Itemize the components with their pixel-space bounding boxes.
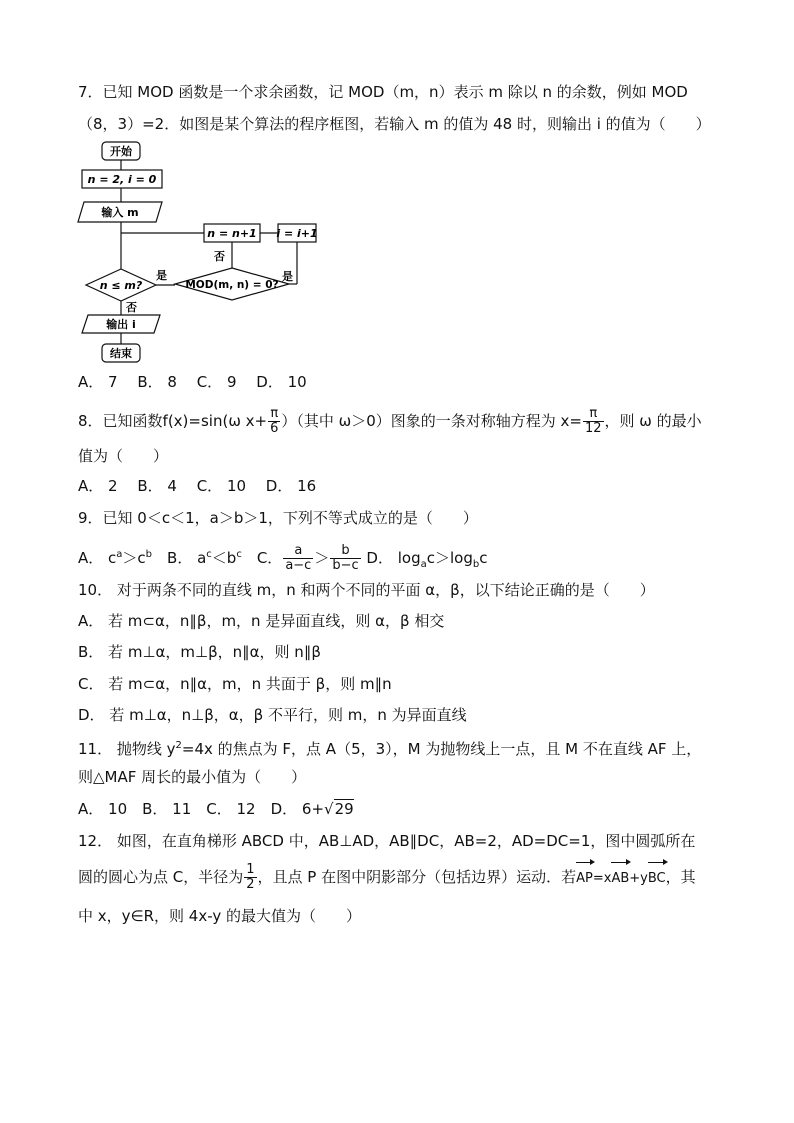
q9-optD-end: c xyxy=(479,549,488,567)
q9-optD-mid: c＞log xyxy=(426,549,473,567)
fc-output-text: 输出 i xyxy=(106,318,136,331)
q8-prefix: 8．已知函数 xyxy=(78,412,163,430)
fc-cond1-text: n ≤ m? xyxy=(99,279,143,292)
q12-line2-b: ，且点 P 在图中阴影部分（包括边界）运动．若 xyxy=(257,868,577,886)
q9-stem: 9．已知 0＜c＜1，a＞b＞1，下列不等式成立的是（ ） xyxy=(78,509,478,527)
q9-optD: D． log xyxy=(361,549,421,567)
q11-stem-line1 xyxy=(78,736,701,759)
q11-sqrt-value: 29 xyxy=(334,800,354,818)
q11-stem-a: 11． 抛物线 y xyxy=(78,740,176,758)
q9-optB: B． a xyxy=(152,549,207,567)
q7-flowchart xyxy=(76,138,326,366)
q12-frac-half xyxy=(244,863,256,892)
q8-frac2-num: π xyxy=(583,407,604,422)
q8-frac1-den: 6 xyxy=(270,421,279,436)
q9-optC-frac1 xyxy=(283,544,313,573)
q8-frac-pi-12 xyxy=(583,407,604,436)
fc-no1-label: 否 xyxy=(126,301,137,314)
q9-optC-gt: ＞ xyxy=(314,549,330,567)
q12-stem-line2 xyxy=(78,862,696,894)
fc-yes1-label: 是 xyxy=(156,269,167,282)
fc-cond2-text: MOD(m, n) = 0? xyxy=(185,279,279,291)
q8-suffix: ，则 ω 的最小 xyxy=(604,412,702,430)
q8-frac1-num: π xyxy=(268,407,280,422)
fc-start-text: 开始 xyxy=(110,145,132,158)
q12-stem-line3: 中 x，y∈R，则 4x-y 的最大值为（ ） xyxy=(78,907,361,925)
q9-optA: A． c xyxy=(78,549,117,567)
q9-optB-exp1: c xyxy=(206,549,212,560)
q8-func: f(x)=sin(ω x+ xyxy=(162,412,268,430)
q7-options: A． 7 B． 8 C． 9 D． 10 xyxy=(78,373,307,391)
q10-option-D: D． 若 m⊥α，n⊥β，α，β 不平行，则 m，n 为异面直线 xyxy=(78,706,467,724)
q11-sqrt-sign: √ xyxy=(324,800,334,818)
q8-stem-line1 xyxy=(78,406,702,436)
q10-stem: 10． 对于两条不同的直线 m，n 和两个不同的平面 α，β，以下结论正确的是（ ） xyxy=(78,581,655,599)
q8-options: A． 2 B． 4 C． 10 D． 16 xyxy=(78,477,317,495)
q12-vector-AP: AP xyxy=(576,864,593,894)
fc-n-update-text: n = n+1 xyxy=(207,227,257,240)
fc-init-text: n = 2, i = 0 xyxy=(87,173,157,186)
q9-optD-sub1: a xyxy=(420,559,427,570)
q12-eq: =x xyxy=(592,871,612,886)
q8-frac-pi-6 xyxy=(268,407,280,436)
q9-optB-mid: ＜b xyxy=(211,549,237,567)
q9-optD-sub2: b xyxy=(472,559,480,570)
q9-optA-exp2: b xyxy=(145,549,153,560)
q9-optC-frac2 xyxy=(330,544,360,573)
q12-stem-line1: 12． 如图，在直角梯形 ABCD 中，AB⊥AD，AB∥DC，AB=2，AD=DC=1，图中圆弧所在 xyxy=(78,832,696,850)
q12-vector-AB: AB xyxy=(611,864,629,894)
q11-stem-line2: 则△MAF 周长的最小值为（ ） xyxy=(78,768,307,786)
q11-options-text: A． 10 B． 11 C． 12 D． 6+ xyxy=(78,800,325,818)
fc-no2-label: 否 xyxy=(214,250,225,263)
q10-option-C: C． 若 m⊂α，n∥α，m，n 共面于 β，则 m∥n xyxy=(78,675,392,693)
q8-mid: ）（其中 ω＞0）图象的一条对称轴方程为 x= xyxy=(281,412,582,430)
q12-plus: +y xyxy=(629,871,648,886)
fc-i-update-text: i = i+1 xyxy=(276,227,318,240)
q12-frac-num: 1 xyxy=(246,862,255,877)
q10-option-B: B． 若 m⊥α，m⊥β，n∥α，则 n∥β xyxy=(78,643,321,661)
q11-options xyxy=(78,799,354,819)
q10-option-A: A． 若 m⊂α，n∥β，m，n 是异面直线，则 α，β 相交 xyxy=(78,612,445,630)
q9-optA-mid: ＞c xyxy=(122,549,146,567)
fc-end-text: 结束 xyxy=(110,347,132,360)
q9-optC-den1: a−c xyxy=(285,558,312,573)
q8-stem-line2: 值为（ ） xyxy=(78,447,169,465)
q11-stem-b: =4x 的焦点为 F，点 A（5，3），M 为抛物线上一点，且 M 不在直线 AF 上， xyxy=(181,740,702,758)
q9-optC-num2: b xyxy=(330,544,360,559)
q12-frac-den: 2 xyxy=(246,877,255,892)
q7-stem-line2: （8，3）=2．如图是某个算法的程序框图，若输入 m 的值为 48 时，则输出 i 的值为（ ） xyxy=(78,115,711,133)
q12-vector-BC: BC xyxy=(648,864,666,894)
q12-line2-a: 圆的圆心为点 C，半径为 xyxy=(78,868,244,886)
q9-optB-exp2: c xyxy=(236,549,242,560)
fc-input-text: 输入 m xyxy=(101,206,139,219)
q9-options xyxy=(78,540,487,580)
q7-stem-line1: 7．已知 MOD 函数是一个求余函数，记 MOD（m，n）表示 m 除以 n 的余数，例如 MOD xyxy=(78,83,688,101)
q8-frac2-den: 12 xyxy=(584,421,602,436)
q9-optC-num1: a xyxy=(283,544,313,559)
q9-optC: C． xyxy=(241,549,283,567)
q12-line2-c: ，其 xyxy=(665,868,696,886)
fc-yes2-label: 是 xyxy=(282,270,293,283)
q9-optA-exp1: a xyxy=(116,549,123,560)
q9-optC-den2: b−c xyxy=(332,558,359,573)
q11-stem-exp: 2 xyxy=(175,740,182,751)
